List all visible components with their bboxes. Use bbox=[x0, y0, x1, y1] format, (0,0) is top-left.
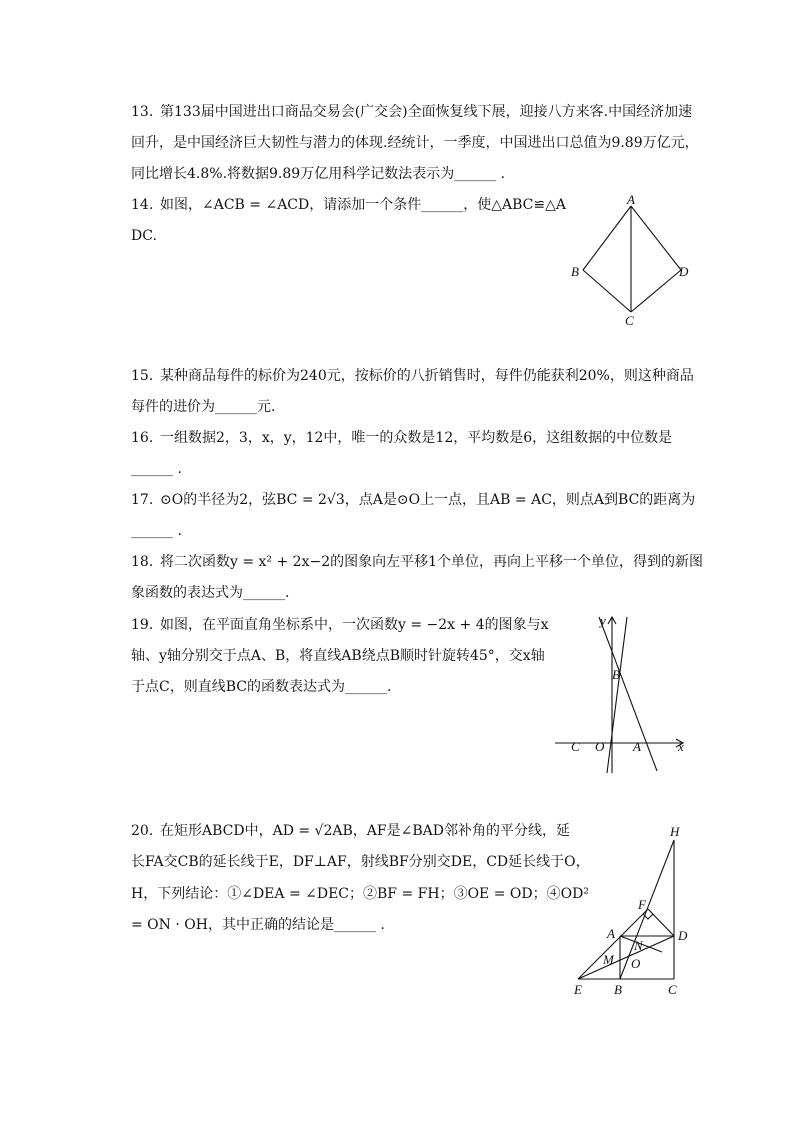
label-d: D bbox=[678, 928, 688, 943]
question-16-line-1: 一组数据2，3，x，y，12中，唯一的众数是12，平均数是6，这组数据的中位数是 bbox=[160, 430, 673, 446]
question-13-line-1: 第133届中国进出口商品交易会(广交会)全面恢复线下展，迎接八方来客.中国经济加速 bbox=[160, 104, 693, 120]
label-a: A bbox=[633, 739, 641, 754]
label-c: C bbox=[571, 739, 580, 754]
label-a: A bbox=[607, 926, 615, 941]
question-19-line-3: 于点C，则直线BC的函数表达式为______. bbox=[131, 679, 392, 695]
label-a: A bbox=[627, 192, 635, 207]
question-19-line-2: 轴、y轴分别交于点A、B，将直线AB绕点B顺时针旋转45°，交x轴 bbox=[131, 648, 545, 664]
label-h: H bbox=[670, 824, 680, 839]
label-b: B bbox=[612, 667, 620, 682]
ray-bh bbox=[620, 840, 674, 979]
label-n: N bbox=[634, 938, 643, 953]
question-17-line-1: ⊙O的半径为2，弦BC = 2√3，点A是⊙O上一点，且AB = AC，则点A到BC的距离为 bbox=[160, 492, 696, 508]
question-15-number: 15. bbox=[131, 368, 154, 384]
question-20-figure bbox=[570, 820, 695, 1000]
question-20-line-4: = ON · OH，其中正确的结论是______ . bbox=[131, 917, 385, 933]
question-18-line-1: 将二次函数y = x² + 2x−2的图象向左平移1个单位，再向上平移一个单位，得到的新图 bbox=[160, 554, 704, 570]
question-20-line-3: H，下列结论：①∠DEA = ∠DEC；②BF = FH；③OE = OD；④OD² bbox=[131, 886, 589, 902]
label-e: E bbox=[574, 982, 582, 997]
segment-ad bbox=[631, 206, 681, 270]
label-c: C bbox=[668, 982, 677, 997]
question-19-line-1: 如图，在平面直角坐标系中，一次函数y = −2x + 4的图象与x bbox=[160, 617, 549, 633]
question-16-line-2: ______ . bbox=[131, 461, 182, 477]
question-14-figure bbox=[565, 192, 700, 332]
segment-bc bbox=[583, 270, 631, 312]
label-m: M bbox=[603, 952, 614, 967]
segment-ed bbox=[578, 936, 674, 979]
question-13-line-2: 回升，是中国经济巨大韧性与潜力的体现.经统计，一季度，中国进出口总值为9.89万亿元， bbox=[131, 135, 699, 151]
label-f: F bbox=[638, 897, 646, 912]
segment-ab bbox=[583, 206, 631, 270]
question-17-number: 17. bbox=[131, 492, 154, 508]
segment-dc bbox=[631, 270, 681, 312]
question-20-line-2: 长FA交CB的延长线于E，DF⊥AF，射线BF分别交DE，CD延长线于O， bbox=[131, 854, 590, 870]
label-b: B bbox=[614, 982, 622, 997]
question-13-number: 13. bbox=[131, 104, 154, 120]
question-20-line-1: 在矩形ABCD中，AD = √2AB，AF是∠BAD邻补角的平分线，延 bbox=[160, 823, 570, 839]
label-b: B bbox=[571, 264, 579, 279]
question-19-number: 19. bbox=[131, 617, 154, 633]
question-15-line-2: 每件的进价为______元. bbox=[131, 399, 276, 415]
question-17-line-2: ______ . bbox=[131, 523, 182, 539]
line-ab bbox=[599, 617, 657, 771]
label-y: y bbox=[600, 613, 606, 628]
question-18-number: 18. bbox=[131, 554, 154, 570]
question-14-line-2: DC. bbox=[131, 228, 157, 244]
label-o: O bbox=[631, 956, 641, 971]
question-14-number: 14. bbox=[131, 197, 154, 213]
label-c: C bbox=[625, 313, 634, 328]
line-bc bbox=[607, 617, 627, 773]
question-14-line-1: 如图，∠ACB = ∠ACD，请添加一个条件______，使△ABC≌△A bbox=[160, 197, 566, 213]
question-13-line-3: 同比增长4.8%.将数据9.89万亿用科学记数法表示为______ . bbox=[131, 166, 506, 182]
question-16-number: 16. bbox=[131, 430, 154, 446]
label-d: D bbox=[679, 264, 689, 279]
label-x: x bbox=[678, 739, 684, 754]
question-20-number: 20. bbox=[131, 823, 154, 839]
question-18-line-2: 象函数的表达式为______. bbox=[131, 585, 290, 601]
segment-fd bbox=[648, 909, 674, 936]
question-19-figure bbox=[555, 613, 695, 778]
label-o: O bbox=[595, 739, 605, 754]
question-15-line-1: 某种商品每件的标价为240元，按标价的八折销售时，每件仍能获利20%，则这种商品 bbox=[160, 368, 694, 384]
